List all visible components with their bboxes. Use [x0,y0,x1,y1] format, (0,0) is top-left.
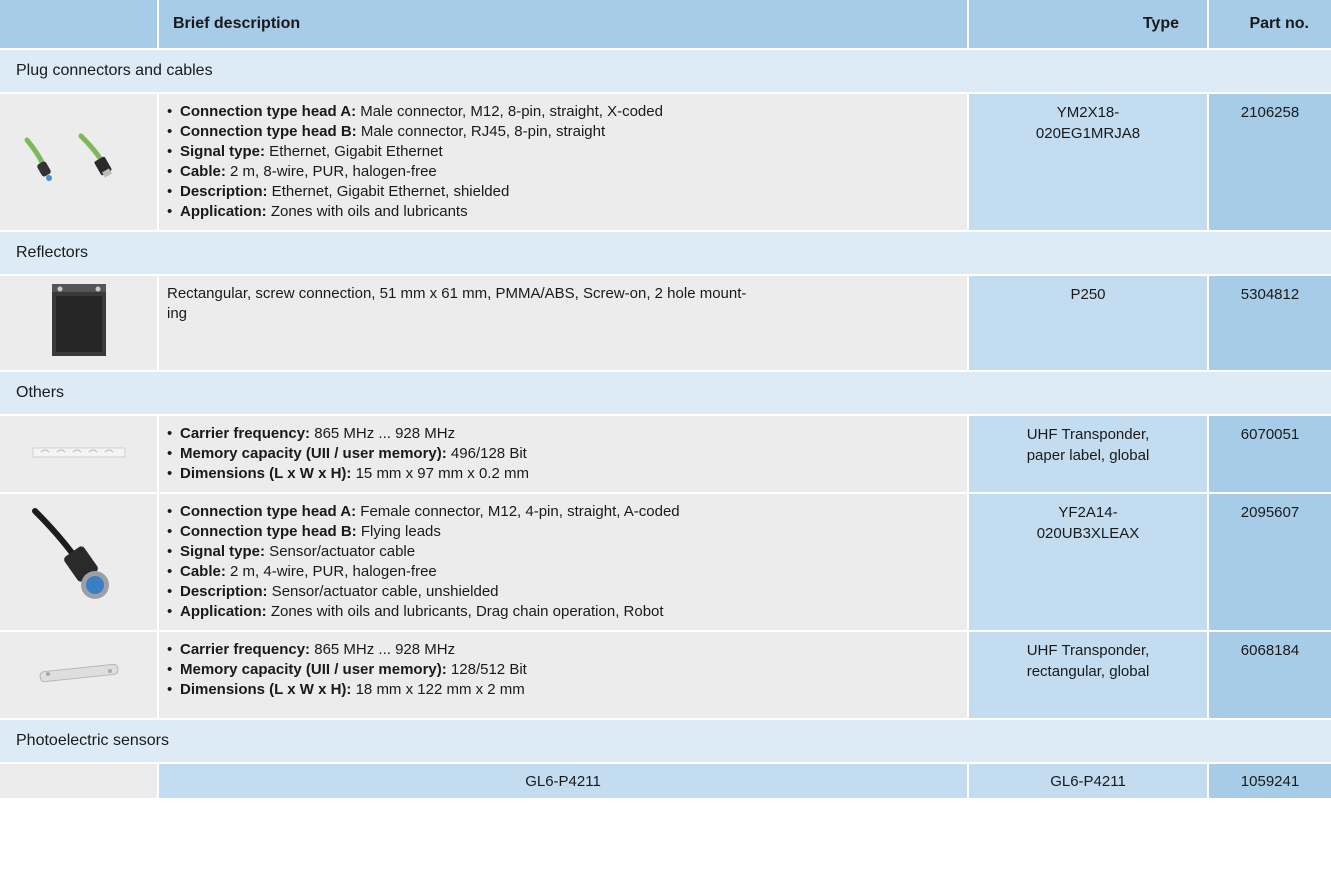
spec-item: • Connection type head A: Female connector, M12, 4-pin, straight, A-coded [167,502,957,522]
ethernet-cable-image [19,130,139,190]
reflector-image [44,282,114,360]
product-image-sensor-cable [0,493,158,631]
product-part-no: 6068184 [1208,631,1331,719]
spec-item: • Signal type: Sensor/actuator cable [167,542,957,562]
spec-item: • Cable: 2 m, 8-wire, PUR, halogen-free [167,162,957,182]
spec-item: • Signal type: Ethernet, Gigabit Ethernet [167,142,957,162]
spec-item: • Dimensions (L x W x H): 18 mm x 122 mm x 2 mm [167,680,957,700]
spec-item: • Connection type head A: Male connector, M12, 8-pin, straight, X-coded [167,102,957,122]
category-row [0,371,1331,415]
table-row [0,93,1331,231]
spec-item: • Memory capacity (UII / user memory): 496/128 Bit [167,444,957,464]
rectangular-transponder-image [36,661,122,685]
spec-list [167,424,957,484]
category-reflectors: Reflectors [0,231,1331,275]
header-part-no: Part no. [1208,0,1331,49]
spec-item: • Dimensions (L x W x H): 15 mm x 97 mm x 0.2 mm [167,464,957,484]
category-photoelectric-sensors: Photoelectric sensors [0,719,1331,763]
table-row [0,631,1331,719]
table-row [0,763,1331,799]
spec-item: • Cable: 2 m, 4-wire, PUR, halogen-free [167,562,957,582]
product-type: YF2A14- 020UB3XLEAX [968,493,1208,631]
category-others: Others [0,371,1331,415]
table-row [0,415,1331,493]
product-description [158,631,968,719]
header-image-cell [0,0,158,49]
product-type: P250 [968,275,1208,371]
product-type: YM2X18- 020EG1MRJA8 [968,93,1208,231]
paper-label-image [31,442,127,462]
sensor-cable-image [29,505,129,615]
product-image-reflector [0,275,158,371]
product-description: GL6-P4211 [158,763,968,799]
product-part-no: 1059241 [1208,763,1331,799]
table-row [0,493,1331,631]
category-row [0,719,1331,763]
product-image-paper-label [0,415,158,493]
header-description: Brief description [158,0,968,49]
spec-item: • Application: Zones with oils and lubricants, Drag chain operation, Robot [167,602,957,622]
spec-item: • Connection type head B: Male connector, RJ45, 8-pin, straight [167,122,957,142]
spec-item: • Application: Zones with oils and lubricants [167,202,957,222]
product-description: Rectangular, screw connection, 51 mm x 61 mm, PMMA/ABS, Screw-on, 2 hole mount- ing [158,275,968,371]
spec-item: • Carrier frequency: 865 MHz ... 928 MHz [167,424,957,444]
table-row [0,275,1331,371]
product-part-no: 2095607 [1208,493,1331,631]
product-description [158,493,968,631]
spec-item: • Carrier frequency: 865 MHz ... 928 MHz [167,640,957,660]
category-plug-connectors: Plug connectors and cables [0,49,1331,93]
product-description [158,93,968,231]
product-image-rectangular-transponder [0,631,158,719]
spec-list [167,102,957,222]
spec-item: • Connection type head B: Flying leads [167,522,957,542]
table-header [0,0,1331,49]
header-type: Type [968,0,1208,49]
product-type: GL6-P4211 [968,763,1208,799]
category-row [0,49,1331,93]
spec-item: • Description: Sensor/actuator cable, unshielded [167,582,957,602]
category-row [0,231,1331,275]
product-type: UHF Transponder, rectangular, global [968,631,1208,719]
product-part-no: 2106258 [1208,93,1331,231]
spec-item: • Memory capacity (UII / user memory): 128/512 Bit [167,660,957,680]
product-description [158,415,968,493]
product-part-no: 6070051 [1208,415,1331,493]
product-part-no: 5304812 [1208,275,1331,371]
spec-list [167,502,957,622]
product-image-ethernet-cable [0,93,158,231]
spec-list [167,640,957,700]
product-type: UHF Transponder, paper label, global [968,415,1208,493]
spec-item: • Description: Ethernet, Gigabit Ethernet, shielded [167,182,957,202]
product-image-empty [0,763,158,799]
